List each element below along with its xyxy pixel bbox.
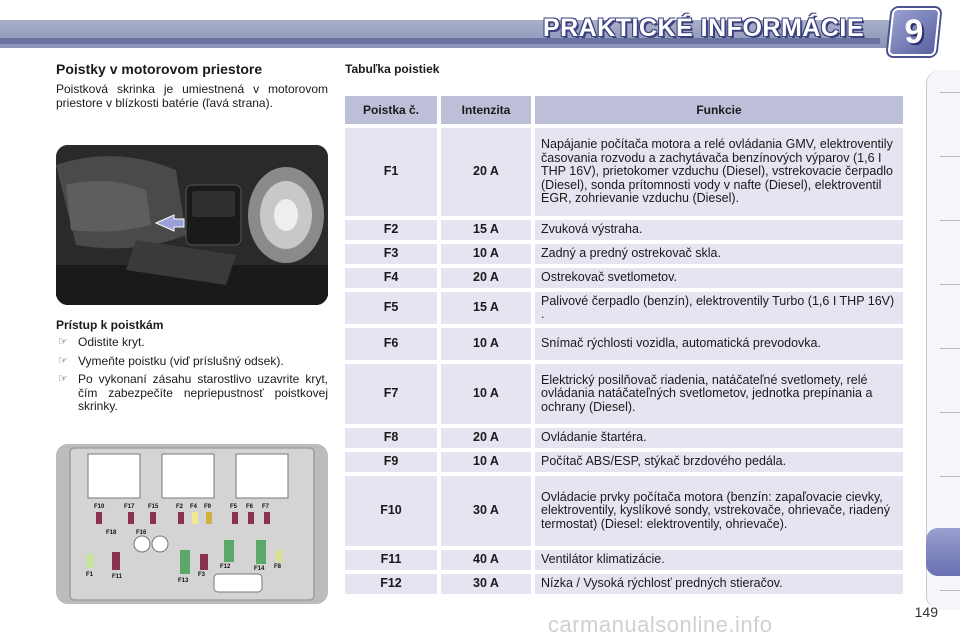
pointing-hand-icon: ☞ [58,373,68,385]
fuse-label: F9 [204,504,212,510]
function-cell: Nízka / Vysoká rýchlosť predných stieračov. [535,574,903,594]
fuse-number-cell: F11 [345,550,437,570]
page-header [0,0,960,52]
fuse-number-cell: F6 [345,328,437,360]
access-step [56,336,328,350]
fuse-number-cell: F7 [345,364,437,424]
access-step [56,373,328,414]
fuse-label: F15 [148,504,159,510]
function-cell: Ostrekovač svetlometov. [535,268,903,288]
tab-divider [940,92,960,93]
table-row [345,268,903,288]
fuse-label: F4 [190,504,198,510]
function-cell: Elektrický posilňovač riadenia, natáčateľné svetlomety, relé ovládania natáčateľných svetlometov, jednotka prepínania a ochrany (Diesel). [535,364,903,424]
fuse-label: F10 [94,504,105,510]
pointing-hand-icon: ☞ [58,336,68,348]
fuse-number-cell: F5 [345,292,437,324]
fuse-number-cell: F10 [345,476,437,546]
fuse-number-cell: F4 [345,268,437,288]
left-column [56,62,328,110]
function-cell: Ovládacie prvky počítača motora (benzín: zapaľovacie cievky, elektroventily, kyslíkové sondy, vstrekovače, ohrievače, riadený termostat) (Diesel: elektroventily, ohrievače). [535,476,903,546]
table-row [345,452,903,472]
fuse-label: F3 [198,572,206,578]
engine-bay-illustration [56,145,328,305]
fuse-label: F7 [262,504,270,510]
watermark: carmanualsonline.info [548,612,773,637]
amperage-cell: 10 A [441,452,531,472]
function-cell: Počítač ABS/ESP, stýkač brzdového pedála. [535,452,903,472]
fuse-label: F17 [124,504,135,510]
fuse-label: F18 [106,530,117,536]
fuse-number-cell: F12 [345,574,437,594]
pointing-hand-icon: ☞ [58,354,68,367]
table-row [345,128,903,216]
fuse-box-illustration [56,444,328,604]
intro-paragraph: Poistková skrinka je umiestnená v motorovom priestore v blízkosti batérie (ľavá strana). [56,82,328,110]
amperage-cell: 15 A [441,220,531,240]
table-row [345,428,903,448]
fuse-label: F6 [246,504,254,510]
table-row [345,550,903,570]
column-header: Intenzita [441,96,531,124]
access-title: Prístup k poistkám [56,318,164,332]
table-row [345,328,903,360]
column-header: Poistka č. [345,96,437,124]
amperage-cell: 10 A [441,244,531,264]
column-header: Funkcie [535,96,903,124]
amperage-cell: 10 A [441,364,531,424]
fuse-label: F14 [254,566,265,572]
section-title: Poistky v motorovom priestore [56,61,263,77]
amperage-cell: 40 A [441,550,531,570]
table-row [345,220,903,240]
engine-bay-photo [56,145,328,305]
amperage-cell: 20 A [441,428,531,448]
fuse-label: F13 [178,578,189,584]
fuse-number-cell: F2 [345,220,437,240]
function-cell: Snímač rýchlosti vozidla, automatická prevodovka. [535,328,903,360]
access-steps [56,336,328,419]
amperage-cell: 10 A [441,328,531,360]
fuse-box-diagram [56,444,328,604]
tab-divider [940,156,960,157]
function-cell: Ventilátor klimatizácie. [535,550,903,570]
amperage-cell: 20 A [441,268,531,288]
active-chapter-tab[interactable] [926,528,960,576]
fuse-label: F11 [112,574,123,580]
tab-divider [940,590,960,591]
table-title: Tabuľka poistiek [345,62,440,76]
function-cell: Ovládanie štartéra. [535,428,903,448]
access-step-text: Po vykonaní zásahu starostlivo uzavrite kryt, čím zabezpečíte nepriepustnosť poistkovej skrinky. [78,372,328,413]
fuse-label: F12 [220,564,231,570]
function-cell: Zvuková výstraha. [535,220,903,240]
table-row [345,476,903,546]
table-header-row [345,96,903,124]
amperage-cell: 30 A [441,574,531,594]
access-step [56,355,328,369]
tab-divider [940,476,960,477]
tab-divider [940,412,960,413]
tab-divider [940,220,960,221]
fuse-number-cell: F3 [345,244,437,264]
chapter-title: PRAKTICKÉ INFORMÁCIE [542,14,864,42]
access-step-text: Odistite kryt. [78,335,145,349]
fuse-label: F1 [86,572,94,578]
amperage-cell: 30 A [441,476,531,546]
fuse-label: F8 [274,564,282,570]
amperage-cell: 20 A [441,128,531,216]
access-step-text: Vymeňte poistku (viď príslušný odsek). [78,353,284,368]
fuse-label: F16 [136,530,147,536]
table-row [345,364,903,424]
amperage-cell: 15 A [441,292,531,324]
chapter-number: 9 [904,12,924,51]
function-cell: Napájanie počítača motora a relé ovládania GMV, elektroventily časovania rozvodu a zachytávača benzínových výparov (1,6 I THP 16V), prietokomer vzduchu (Diesel), vstrekovacie čerpadlo (Diesel), sonda prítomnosti vody v nafte (Diesel), elektroventil EGR, zohrievanie vzduchu (Diesel). [535,128,903,216]
tab-divider [940,348,960,349]
fuse-number-cell: F9 [345,452,437,472]
tab-divider [940,284,960,285]
function-cell: Palivové čerpadlo (benzín), elektroventily Turbo (1,6 I THP 16V) . [535,292,903,324]
page-number: 149 [914,604,938,620]
fuse-label: F2 [176,504,184,510]
table-row [345,292,903,324]
table-row [345,574,903,594]
fuse-label: F5 [230,504,238,510]
table-row [345,244,903,264]
chapter-tabs [926,70,960,610]
fuse-number-cell: F1 [345,128,437,216]
fuse-number-cell: F8 [345,428,437,448]
function-cell: Zadný a predný ostrekovač skla. [535,244,903,264]
fuse-table [345,92,903,598]
